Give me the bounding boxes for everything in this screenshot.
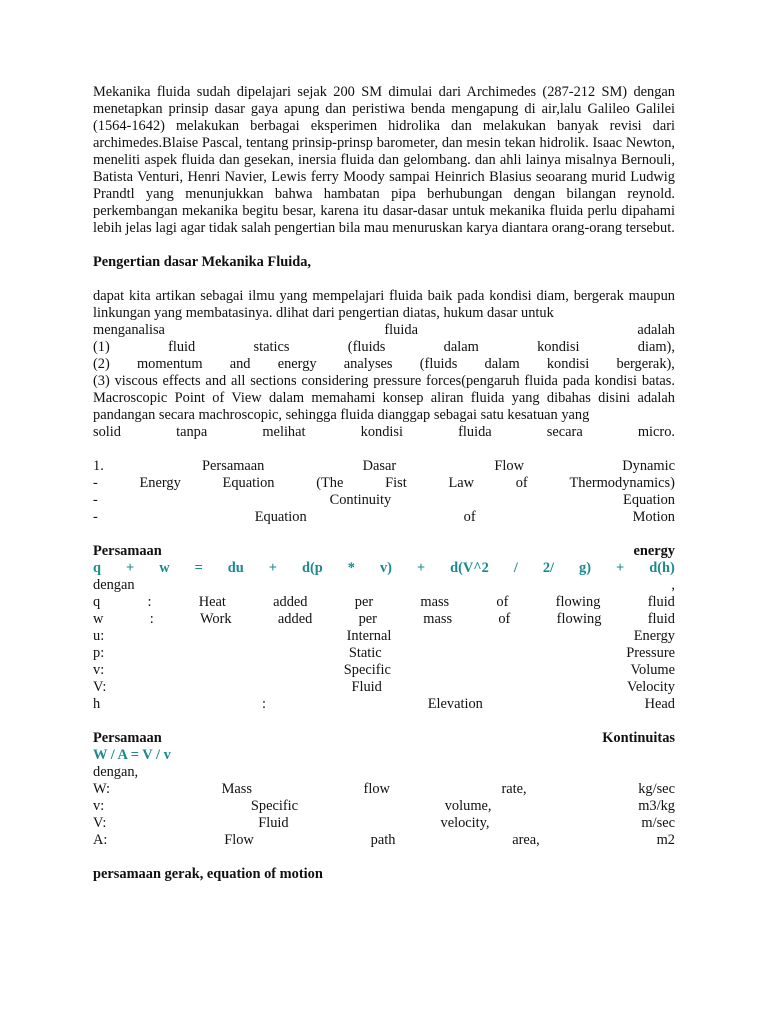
variable-row — [93, 696, 675, 713]
word: per — [354, 594, 374, 610]
word: kondisi — [546, 356, 590, 372]
intro-paragraph: Mekanika fluida sudah dipelajari sejak 200 SM dimulai dari Archimedes (287-212 SM) dengan menetapkan prinsip dasar gaya apung dan peristiwa benda mengapung di air,lalu Galileo Galilei (1564-1642) melakukan berbagai eksperimen hidrolika dan melakukan banyak revisi dari archimedes.Blaise Pascal, tentang prinsip-prinsp barometer, dan mesin tekan hidrolik. Isaac Newton, meneliti aspek fluida dan gesekan, inersia fluida dan gelombang. dan ahli lainya misalnya Bernouli, Batista Venturi, Henri Navier, Lewis ferry Moody sampai Heinrich Blasius seoarang murid Ludwig Prandtl yang menunjukkan bahwa hambatan pipa berhubungan dengan bilangan reynold. perkembangan mekanika begitu besar, karena itu dasar-dasar untuk mekanika fluida perlu dipahami lebih jelas lagi agar tidak salah pengertian bila mau menuruskan karya diantara orang-orang tersebut. — [93, 84, 675, 236]
variable-row — [93, 645, 675, 662]
text-line — [93, 322, 675, 339]
variable-row — [93, 662, 675, 679]
word: p: — [93, 645, 105, 661]
word: Continuity — [329, 492, 392, 508]
word: Law — [448, 475, 475, 491]
word: Dynamic — [622, 458, 675, 474]
word: Dasar — [362, 458, 397, 474]
word: = — [194, 560, 203, 576]
word: Thermodynamics) — [569, 475, 675, 491]
word: h — [93, 696, 101, 712]
word: : — [147, 594, 152, 610]
word: Velocity — [627, 679, 675, 695]
word: - — [93, 492, 98, 508]
word: Energy — [139, 475, 181, 491]
variable-row — [93, 781, 675, 798]
word: mass — [423, 611, 453, 627]
variable-row — [93, 798, 675, 815]
word: Work — [200, 611, 232, 627]
word: * — [347, 560, 355, 576]
word: per — [358, 611, 377, 627]
variable-row — [93, 594, 675, 611]
word: Persamaan — [202, 458, 265, 474]
word: secara — [546, 424, 583, 440]
energy-formula — [93, 560, 675, 577]
word: diam), — [637, 339, 675, 355]
variable-row — [93, 832, 675, 849]
section-heading-pengertian: Pengertian dasar Mekanika Fluida, — [93, 254, 312, 270]
word: fluid — [168, 339, 196, 355]
word: of — [515, 475, 528, 491]
word: Fist — [385, 475, 407, 491]
word: menganalisa — [93, 322, 165, 338]
word: micro. — [637, 424, 675, 440]
word: added — [277, 611, 313, 627]
document-page — [93, 84, 675, 883]
word: w — [93, 611, 104, 627]
word: (1) — [93, 339, 110, 355]
word: (The — [316, 475, 344, 491]
motion-heading: persamaan gerak, equation of motion — [93, 866, 323, 882]
word: analyses — [343, 356, 393, 372]
continuity-formula: W / A = V / v — [93, 747, 171, 763]
text-line: dengan, — [93, 764, 139, 780]
word: fluid — [647, 611, 675, 627]
word: mass — [420, 594, 450, 610]
variable-row — [93, 611, 675, 628]
word: flowing — [556, 611, 602, 627]
word: adalah — [637, 322, 675, 338]
variable-row — [93, 628, 675, 645]
word: Specific — [250, 798, 299, 814]
word: solid — [93, 424, 121, 440]
word: + — [126, 560, 135, 576]
word: - — [93, 509, 98, 525]
variable-row — [93, 815, 675, 832]
word: , — [671, 577, 675, 593]
word: d(V^2 — [450, 560, 489, 576]
word: dengan — [93, 577, 135, 593]
word: - — [93, 475, 98, 491]
word: Head — [644, 696, 675, 712]
word: kondisi — [537, 339, 580, 355]
word: / — [513, 560, 518, 576]
word: v) — [379, 560, 392, 576]
word: Specific — [343, 662, 391, 678]
word: + — [616, 560, 625, 576]
definition-paragraph: dapat kita artikan sebagai ilmu yang mempelajari fluida baik pada kondisi diam, bergerak maupun linkungan yang membatasinya. dlihat dari pengertian diatas, hukum dasar untuk — [93, 288, 675, 321]
word: Mass — [221, 781, 252, 797]
word: q — [93, 560, 102, 576]
word: w — [159, 560, 170, 576]
word: flowing — [555, 594, 601, 610]
word: m/sec — [641, 815, 675, 831]
word: of — [498, 611, 511, 627]
word: Pressure — [626, 645, 675, 661]
word: fluida — [458, 424, 492, 440]
energy-heading — [93, 543, 675, 560]
word: Heat — [198, 594, 226, 610]
word: 2/ — [542, 560, 555, 576]
word: Equation — [222, 475, 275, 491]
word: m3/kg — [638, 798, 675, 814]
word: Kontinuitas — [602, 730, 675, 746]
word: Flow — [224, 832, 254, 848]
text-line — [93, 424, 675, 441]
word: Persamaan — [93, 730, 162, 746]
word: 1. — [93, 458, 104, 474]
word: of — [496, 594, 509, 610]
word: momentum — [136, 356, 203, 372]
word: (fluids — [347, 339, 386, 355]
word: u: — [93, 628, 105, 644]
word: rate, — [501, 781, 527, 797]
word: Fluid — [258, 815, 289, 831]
word: : — [261, 696, 266, 712]
list-item — [93, 475, 675, 492]
word: W: — [93, 781, 111, 797]
word: Flow — [494, 458, 524, 474]
word: Equation — [254, 509, 307, 525]
word: du — [227, 560, 244, 576]
word: g) — [579, 560, 592, 576]
continuity-heading — [93, 730, 675, 747]
word: energy — [633, 543, 675, 559]
word: dalam — [443, 339, 479, 355]
viscous-paragraph: (3) viscous effects and all sections considering pressure forces(pengaruh fluida pada kondisi batas. Macroscopic Point of View dalam memahami konsep aliran fluida yang dibahas disini adalah pandangan secara machroscopic, sehingga fluida dianggap sebagai satu kesatuan yang — [93, 373, 675, 423]
word: v: — [93, 798, 105, 814]
word: volume, — [444, 798, 492, 814]
word: Internal — [346, 628, 392, 644]
word: kg/sec — [638, 781, 675, 797]
word: m2 — [656, 832, 675, 848]
word: A: — [93, 832, 108, 848]
word: : — [149, 611, 154, 627]
word: bergerak), — [616, 356, 675, 372]
word: Persamaan — [93, 543, 162, 559]
word: (2) — [93, 356, 110, 372]
word: fluid — [647, 594, 675, 610]
word: fluida — [384, 322, 418, 338]
text-line — [93, 356, 675, 373]
word: Static — [348, 645, 382, 661]
word: path — [370, 832, 396, 848]
word: of — [463, 509, 476, 525]
word: Elevation — [427, 696, 483, 712]
word: Equation — [623, 492, 675, 508]
word: v: — [93, 662, 105, 678]
word: Volume — [630, 662, 675, 678]
word: and — [229, 356, 251, 372]
word: energy — [277, 356, 317, 372]
list-item — [93, 492, 675, 509]
word: flow — [363, 781, 390, 797]
word: d(p — [301, 560, 323, 576]
list-item — [93, 509, 675, 526]
variable-row — [93, 679, 675, 696]
word: q — [93, 594, 101, 610]
word: added — [273, 594, 308, 610]
text-line — [93, 577, 675, 594]
word: (fluids — [419, 356, 458, 372]
text-line — [93, 339, 675, 356]
word: V: — [93, 815, 107, 831]
word: + — [268, 560, 277, 576]
word: Fluid — [351, 679, 382, 695]
word: kondisi — [360, 424, 404, 440]
word: area, — [512, 832, 540, 848]
word: tanpa — [176, 424, 208, 440]
word: statics — [253, 339, 290, 355]
word: V: — [93, 679, 107, 695]
word: melihat — [262, 424, 306, 440]
word: Energy — [633, 628, 675, 644]
word: d(h) — [649, 560, 675, 576]
word: dalam — [484, 356, 520, 372]
word: velocity, — [440, 815, 490, 831]
word: Motion — [632, 509, 675, 525]
word: + — [416, 560, 426, 576]
list-item — [93, 458, 675, 475]
